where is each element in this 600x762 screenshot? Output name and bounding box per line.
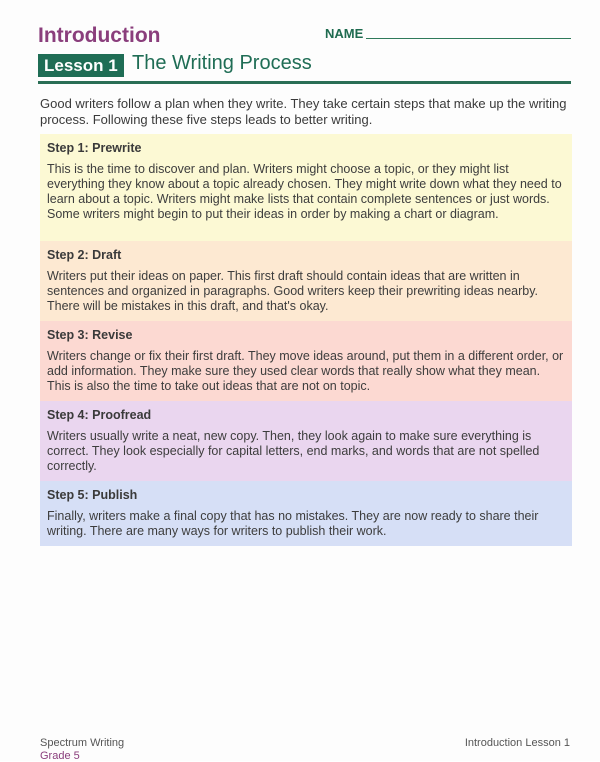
steps-list: [40, 134, 572, 546]
step-proofread: [40, 401, 572, 481]
step-heading: Step 1: Prewrite: [47, 141, 142, 155]
footer-page-label: Introduction Lesson 1: [464, 737, 570, 749]
step-body: Finally, writers make a final copy that has no mistakes. They are now ready to share their writing. There are many ways for writers to publish their work.: [47, 509, 539, 538]
footer-series: Spectrum Writing: [40, 737, 125, 749]
step-heading: Step 5: Publish: [47, 488, 138, 502]
step-body: This is the time to discover and plan. Writers might choose a topic, or they might list everything they know about a topic already chosen. They might write down what they need to learn about a topic. Writers might make lists that contain complete sentences or just words. Some writers might begin to put their ideas in order by making a chart or diagram.: [47, 162, 562, 221]
lesson-title: The Writing Process: [132, 52, 312, 74]
footer-grade: Grade 5: [40, 750, 80, 762]
step-body: Writers put their ideas on paper. This first draft should contain ideas that are written in sentences and organized in paragraphs. Good writers keep their prewriting ideas nearby. There will be mistakes in this draft, and that's okay.: [47, 269, 539, 313]
page-title: Introduction: [38, 24, 161, 47]
name-label: NAME: [325, 26, 364, 41]
step-heading: Step 2: Draft: [47, 248, 122, 262]
intro-paragraph: Good writers follow a plan when they write. They take certain steps that make up the writing process. Following these five steps leads to better writing.: [40, 96, 567, 127]
lesson-badge: Lesson 1: [38, 54, 124, 77]
step-draft: [40, 241, 572, 321]
name-line: [366, 38, 571, 39]
step-heading: Step 4: Proofread: [47, 408, 152, 422]
step-body: Writers change or fix their first draft. They move ideas around, put them in a different order, or add information. They make sure they used clear words that really show what they mean. This is also the time to take out ideas that are not on topic.: [47, 349, 564, 393]
step-revise: [40, 321, 572, 401]
step-publish: [40, 481, 572, 546]
step-body: Writers usually write a neat, new copy. Then, they look again to make sure everything is correct. They look especially for capital letters, end marks, and words that are not spelled correctly.: [47, 429, 540, 473]
title-divider: [38, 81, 571, 84]
step-prewrite: [40, 134, 572, 241]
step-heading: Step 3: Revise: [47, 328, 133, 342]
